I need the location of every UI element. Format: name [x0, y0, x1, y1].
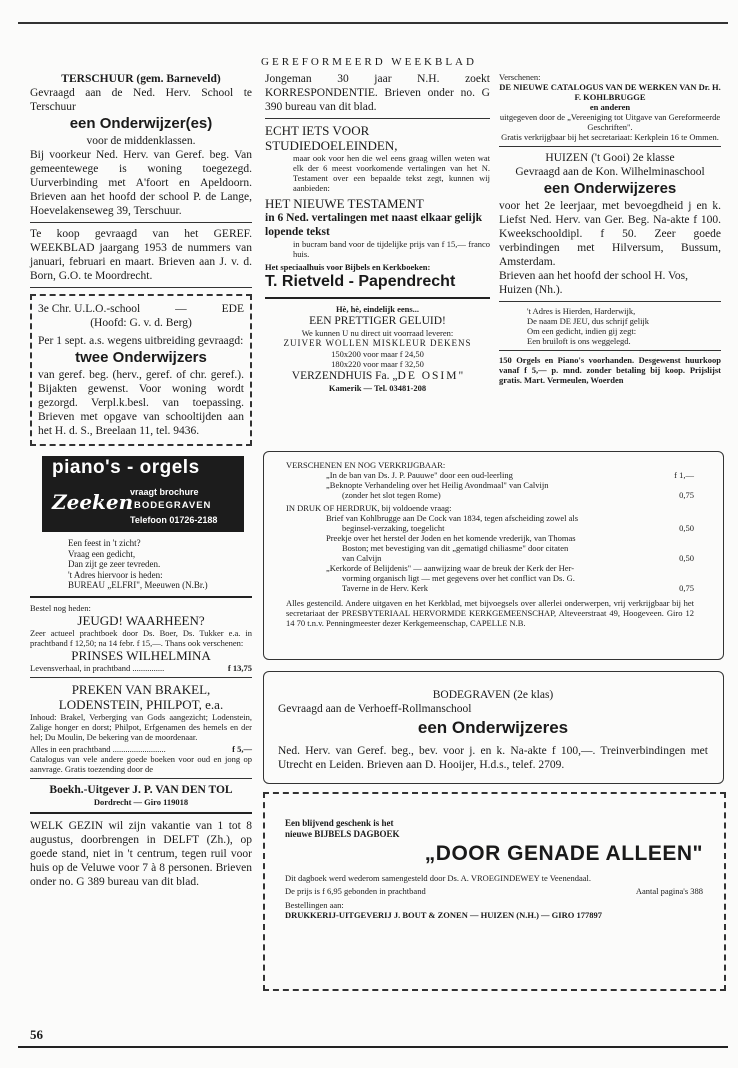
box1-item — [286, 513, 694, 523]
feest-line: 't Adres hiervoor is heden: — [68, 569, 163, 580]
osim-dekens: ZUIVER WOLLEN MISKLEUR DEKENS — [283, 338, 472, 348]
divider — [30, 287, 252, 288]
box1-item-price: f 1,— — [674, 470, 694, 480]
box1-item-price: 0,50 — [679, 523, 694, 533]
divider — [265, 118, 490, 119]
ede-body: van geref. beg. (herv., geref. of chr. geref.). Bijakten gewenst. Voor woning wordt gezorgd. Verpl.k.besl. van toepassing. Brieven met opgave van schooltijden aan het H. d. S., Breelaan 11, tel. 9436. — [38, 369, 244, 437]
tol-uitgever: Boekh.-Uitgever J. P. VAN DEN TOL — [49, 783, 233, 796]
page-header: GEREFORMEERD WEEKBLAD — [261, 56, 477, 68]
box1-item-text: vorming organisch ligt — met gegevens over het conflict van Ds. G. — [342, 573, 575, 583]
terschuur-title: TERSCHUUR (gem. Barneveld) — [61, 73, 221, 85]
box1-item-text: Brief van Kohlbrugge aan De Cock van 1834, tegen afscheiding zowel als — [326, 513, 579, 523]
box1-item-text: „Kerkorde of Belijdenis" — aanwijzing waar de breuk der Kerk der Her- — [326, 563, 575, 573]
bodegraven-body: Ned. Herv. van Geref. beg., bev. voor j. en k. Na-akte f 100,—. Treinverbindingen met Utrecht en Leiden. Brieven aan D. Hooijer, H.d.s., telef. 2709. — [278, 745, 708, 771]
piano-brochure: vraagt brochure — [130, 487, 199, 497]
divider — [499, 146, 721, 147]
tol-bestel: Bestel nog heden: — [30, 602, 91, 613]
huizen-position: een Onderwijzeres — [543, 180, 677, 197]
presbyteriaal-content — [286, 460, 694, 628]
osim-he: Hè, hè, eindelijk eens... — [335, 304, 420, 314]
ede-dash: — — [175, 303, 187, 315]
dagboek-l1: Een blijvend geschenk is het — [285, 818, 394, 828]
box1-item-text: „Beknopte Verhandeling over het Heilig Avondmaal" van Calvijn — [326, 480, 549, 490]
box1-indruk: IN DRUK OF HERDRUK, bij voldoende vraag: — [286, 503, 452, 513]
piano-tel: Telefoon 01726-2188 — [130, 515, 218, 525]
rietveld-name: T. Rietveld - Papendrecht — [265, 273, 456, 290]
feest-ad — [30, 538, 252, 591]
ede-school: 3e Chr. U.L.O.-school — [38, 303, 141, 315]
box1-item-text: Boston; met bevestiging van dit „gematigd chiliasme" door citaten — [342, 543, 569, 553]
osim-kunnen: We kunnen U nu direct uit voorraad leveren: — [301, 328, 454, 338]
box1-item-text: beginsel-verzaking, toegelicht — [342, 523, 445, 533]
jongeman-ad: Jongeman 30 jaar N.H. zoekt KORRESPONDENTIE. Brieven onder no. G 390 bureau van dit blad. — [265, 73, 490, 113]
bodegraven-box — [263, 671, 724, 784]
column-left — [30, 72, 252, 889]
tol-jeugd-body: Zeer actueel prachtboek door Ds. Boer, Ds. Tukker e.a. in prachtband f 12,50; na 14 febr. f 15,—. Thans ook verschenen: — [30, 627, 252, 648]
tol-inhoud: Inhoud: Brakel, Verberging van Gods aangezicht; Lodenstein, Zalige honger en dorst; Philpot, Erfgenamen des hemels en der hel; Du Moulin, De bekering van de moordenaar. — [30, 711, 252, 742]
box1-item — [286, 480, 694, 490]
box1-item — [286, 553, 694, 563]
bottom-rule — [18, 1046, 728, 1048]
orgels-ad: 150 Orgels en Piano's voorhanden. Desgewenst huurkoop vanaf f 5,— p. mnd. zonder betaling bij koop. Prijslijst gratis. Mart. Vermeulen, Woerden — [499, 355, 721, 385]
box1-item-text: (zonder het slot tegen Rome) — [342, 490, 441, 500]
kohl-verschenen: Verschenen: — [499, 72, 541, 82]
testament-title: HET NIEUWE TESTAMENT — [265, 196, 424, 211]
terschuur-sub: voor de middenklassen. — [86, 135, 196, 147]
box1-item — [286, 583, 694, 593]
dagboek-drukkerij: DRUKKERIJ-UITGEVERIJ J. BOUT & ZONEN — HUIZEN (N.H.) — GIRO 177897 — [285, 910, 602, 920]
tol-preken: PREKEN VAN BRAKEL, LODENSTEIN, PHILPOT, e.a. — [58, 681, 224, 712]
ede-position: twee Onderwijzers — [75, 349, 207, 366]
tekoop-ad: Te koop gevraagd van het GEREF. WEEKBLAD jaargang 1953 de nummers van januari, februari en maart. Brieven aan J. v. d. Born, G.O. te Moordrecht. — [30, 228, 252, 282]
huizen-title: HUIZEN ('t Gooi) 2e klasse — [545, 152, 675, 164]
divider — [30, 778, 252, 779]
box1-item-price: 0,75 — [679, 583, 694, 593]
tol-catalogus: Catalogus van vele andere goede boeken voor oud en jong op aanvrage. Gratis toezending door de — [30, 753, 252, 774]
dagboek-bestel: Bestellingen aan: — [285, 900, 344, 910]
tol-alles-price: f 5,— — [232, 743, 252, 754]
box1-item — [286, 533, 694, 543]
dagboek-paginas: Aantal pagina's 388 — [635, 886, 703, 896]
top-rule — [18, 22, 728, 24]
piano-city: BODEGRAVEN — [134, 500, 212, 511]
hierden-line: Om een gedicht, indien gij zegt: — [527, 326, 637, 336]
tol-alles-label: Alles in een prachtband ......................... — [30, 743, 166, 754]
huizen-brieven: Brieven aan het hoofd der school H. Vos, Huizen (Nh.). — [499, 270, 688, 296]
hierden-line: 't Adres is Hierden, Harderwijk, — [527, 306, 636, 316]
box1-item-price: 0,75 — [679, 490, 694, 500]
feest-line: BUREAU „ELFRI", Meeuwen (N.Br.) — [68, 580, 208, 590]
echt-title: ECHT IETS VOOR STUDIEDOELEINDEN, — [265, 123, 398, 153]
column-right — [499, 72, 721, 385]
zeeken-logo: Zeeken — [52, 490, 134, 514]
box1-item-text: „In de ban van Ds. J. P. Pauuwe" door een oud-leerling — [326, 470, 513, 480]
ede-city: EDE — [221, 303, 244, 315]
tol-prinses-label: Levensverhaal, in prachtband ............... — [30, 662, 165, 673]
column-middle — [265, 72, 490, 393]
divider — [265, 297, 490, 299]
echt-body: maar ook voor hen die wel eens graag willen weten wat elk der 6 meest voorkomende vertalingen van het N. Testament over een bepaalde tekst zegt, kunnen wij aanbieden: — [293, 153, 490, 193]
feest-line: Vraag een gedicht, — [68, 548, 136, 559]
box1-item-text: Preekje over het herstel der Joden en het komende vrederijk, van Thomas — [326, 533, 576, 543]
box1-verschenen: VERSCHENEN EN NOG VERKRIJGBAAR: — [286, 460, 446, 470]
divider — [30, 677, 252, 678]
hierden-ad — [499, 306, 721, 346]
dagboek-content — [285, 818, 703, 920]
tol-jeugd: JEUGD! WAARHEEN? — [77, 612, 205, 628]
presbyteriaal-box — [263, 451, 724, 660]
divider — [499, 301, 721, 302]
box1-item-price: 0,50 — [679, 553, 694, 563]
terschuur-intro: Gevraagd aan de Ned. Herv. School te Terschuur — [30, 87, 252, 113]
rietveld-speciaal: Het speciaalhuis voor Bijbels en Kerkboeken: — [265, 262, 431, 272]
tol-prinses: PRINSES WILHELMINA — [71, 647, 211, 663]
kohl-anderen: en anderen — [589, 102, 631, 112]
box1-item — [286, 523, 694, 533]
testament-vertalingen: in 6 Ned. vertalingen met naast elkaar gelijk lopende tekst — [265, 212, 482, 238]
dagboek-prijs-row — [285, 886, 703, 896]
piano-title: piano's - orgels — [52, 457, 200, 478]
dagboek-box — [263, 792, 726, 991]
box1-item — [286, 470, 694, 480]
kohl-gratis: Gratis verkrijgbaar bij het secretariaat: Kerkplein 16 te Ommen. — [501, 132, 719, 142]
tol-prinses-row — [30, 663, 252, 673]
piano-ad — [42, 456, 244, 532]
welk-gezin-ad: WELK GEZIN wil zijn vakantie van 1 tot 8 augustus, doorbrengen in DELFT (Zh.), op goede stand, niet in 't centrum, tegen ruil voor huis op de Veluwe voor 7 à 8 personen. Brieven onder no. G 389 bureau van dit blad. — [30, 819, 252, 888]
dagboek-dit: Dit dagboek werd wederom samengesteld door Ds. A. VROEGINDEWEY te Veenendaal. — [285, 873, 591, 883]
bodegraven-content — [278, 688, 708, 772]
tol-alles-row — [30, 744, 252, 754]
box1-item — [286, 543, 694, 553]
divider — [30, 222, 252, 223]
osim-d2: 180x220 voor maar f 32,50 — [331, 358, 424, 369]
osim-kamerik: Kamerik — Tel. 03481-208 — [328, 382, 427, 393]
feest-line: Dan zijt ge zeer tevreden. — [68, 559, 161, 569]
box1-item — [286, 490, 694, 500]
bodegraven-title: BODEGRAVEN (2e klas) — [432, 689, 554, 701]
box1-item — [286, 563, 694, 573]
tol-prinses-price: f 13,75 — [227, 662, 252, 673]
page-number: 56 — [30, 1027, 43, 1042]
dagboek-l2: nieuwe BIJBELS DAGBOEK — [285, 828, 400, 839]
osim-verzend-right: " — [458, 369, 464, 382]
ede-line1 — [38, 302, 244, 316]
osim-verzend — [265, 369, 490, 383]
osim-d1: 150x200 voor maar f 24,50 — [331, 348, 424, 359]
osim-verzend-name: DE OSIM — [397, 369, 459, 382]
divider — [30, 596, 252, 598]
huizen-body: voor het 2e leerjaar, met bevoegdheid j en k. Liefst Ned. Herv. van Ger. Beg. Na-akte f 100. Kweekschooldipl. f 50. Zeer goede verbindingen met Hilversum, Bussum, Amsterdam. — [499, 200, 721, 268]
bodegraven-position: een Onderwijzeres — [417, 718, 569, 737]
dagboek-title: „DOOR GENADE ALLEEN" — [424, 842, 703, 865]
box1-footer: Alles gestencild. Andere uitgaven en het Kerkblad, met bijvoegsels over allerlei onderwerpen, vrij verkrijgbaar bij het secretariaat der PRESBYTERIAAL HERVORMDE KERKGEMEENSCHAP, Alteveerstraat 49, Hoogeveen. Giro 12 14 70 t.n.v. Penningmeester dezer Kerkgemeenschap, CAPELLE N.B. — [286, 598, 694, 628]
ede-intro: Per 1 sept. a.s. wegens uitbreiding gevraagd: — [38, 335, 244, 347]
huizen-intro: Gevraagd aan de Kon. Wilhelminaschool — [515, 166, 705, 178]
terschuur-body: Bij voorkeur Ned. Herv. van Geref. beg. Van gemeentewege is woning toegezegd. Uurverbinding met A'foort en Apeldoorn. Brieven aan het hoofd der school P. de Lange, Hoevelakenseweg 39, Terschuur. — [30, 149, 252, 217]
osim-geluid: EEN PRETTIGER GELUID! — [309, 315, 446, 327]
testament-bucram: in bucram band voor de tijdelijke prijs van f 15,— franco huis. — [293, 239, 490, 259]
ede-hoofd: (Hoofd: G. v. d. Berg) — [90, 317, 192, 329]
divider — [30, 812, 252, 814]
ede-ad — [30, 294, 252, 446]
bodegraven-intro: Gevraagd aan de Verhoeff-Rollmanschool — [278, 703, 472, 715]
hierden-line: Een bruiloft is ons weggelegd. — [527, 336, 631, 346]
osim-verzend-left: VERZENDHUIS Fa. „ — [291, 369, 398, 382]
terschuur-position: een Onderwijzer(es) — [69, 115, 213, 132]
tol-uitgever-sub: Dordrecht — Giro 119018 — [93, 796, 189, 807]
feest-line: Een feest in 't zicht? — [68, 538, 141, 548]
hierden-line: De naam DE JEU, dus schrijf gelijk — [527, 316, 650, 326]
box1-item-text: Taverne in de Herv. Kerk — [342, 583, 428, 593]
kohl-uitgegeven: uitgegeven door de „Vereeniging tot Uitgave van Gereformeerde Geschriften". — [499, 112, 721, 132]
box1-item-text: van Calvijn — [342, 553, 382, 563]
box1-item — [286, 573, 694, 583]
dagboek-prijs: De prijs is f 6,95 gebonden in prachtband — [285, 886, 426, 896]
divider — [499, 350, 721, 351]
kohl-catalogus: DE NIEUWE CATALOGUS VAN DE WERKEN VAN Dr. H. F. KOHLBRUGGE — [499, 82, 721, 102]
